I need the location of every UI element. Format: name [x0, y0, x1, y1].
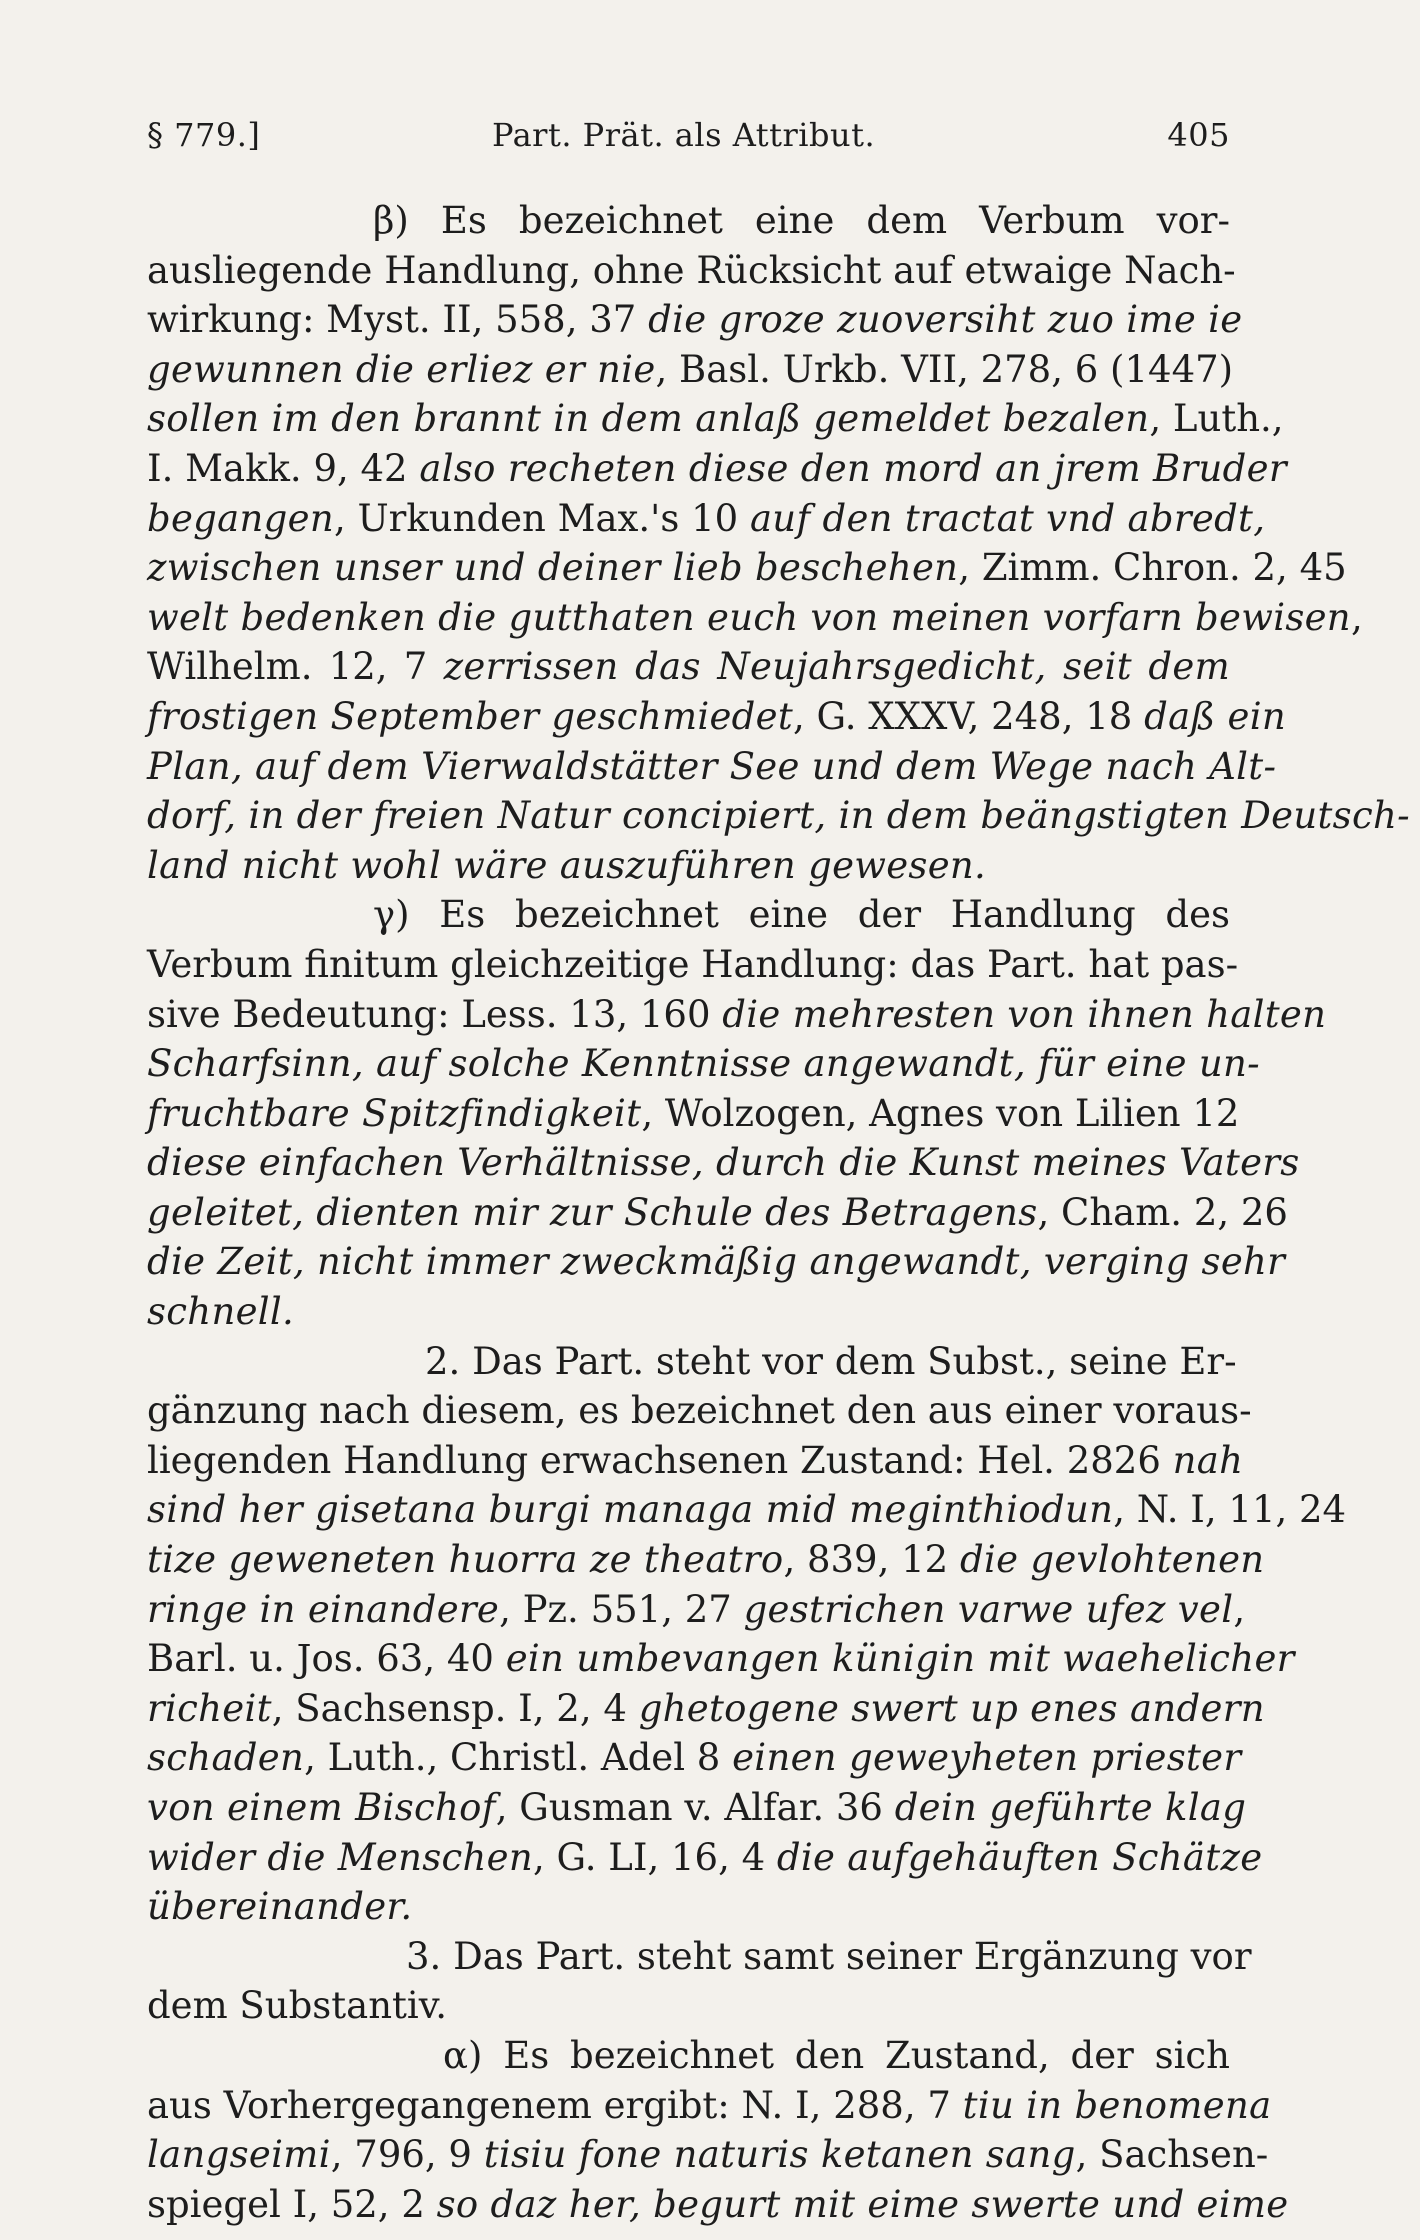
text-line: land nicht wohl wäre auszuführen gewesen.: [147, 843, 987, 887]
text-line: die Zeit, nicht immer zweckmäßig angewandt, verging sehr: [147, 1240, 1286, 1284]
text-line: von einem Bischof, Gusman v. Alfar. 36 dein geführte klag: [147, 1786, 1247, 1829]
text-line: sollen im den brannt in dem anlaß gemeldet bezalen, Luth.,: [147, 397, 1284, 441]
text-line: welt bedenken die gutthaten euch von meinen vorfarn bewisen,: [147, 595, 1363, 639]
text-line: 2. Das Part. steht vor dem Subst., seine Er-: [425, 1339, 1237, 1383]
text-line: gewunnen die erliez er nie, Basl. Urkb. VII, 278, 6 (1447): [147, 347, 1234, 391]
text-line: gänzung nach diesem, es bezeichnet den aus einer voraus-: [147, 1389, 1252, 1433]
text-line: aus Vorhergegangenem ergibt: N. I, 288, 7 tiu in benomena: [147, 2083, 1272, 2127]
text-line: richeit, Sachsensp. I, 2, 4 ghetogene swert up enes andern: [147, 1686, 1265, 1730]
text-line: ausliegende Handlung, ohne Rücksicht auf etwaige Nach-: [147, 248, 1236, 292]
text-line: spiegel I, 52, 2 so daz her, begurt mit eime swerte und eime: [147, 2182, 1289, 2226]
body-text: [147, 196, 1410, 2229]
text-line: Barl. u. Jos. 63, 40 ein umbevangen künigin mit waehelicher: [147, 1637, 1295, 1681]
section-number: § 779.]: [147, 116, 261, 154]
text-line: diese einfachen Verhältnisse, durch die Kunst meines Vaters: [147, 1141, 1300, 1185]
text-line: Scharfsinn, auf solche Kenntnisse angewandt, für eine un-: [147, 1042, 1260, 1086]
text-line: Plan, auf dem Vierwaldstätter See und dem Wege nach Alt-: [147, 744, 1277, 788]
text-line: fruchtbare Spitzfindigkeit, Wolzogen, Agnes von Lilien 12: [147, 1091, 1240, 1135]
text-line: übereinander.: [147, 1885, 413, 1929]
text-line: begangen, Urkunden Max.'s 10 auf den tractat vnd abredt,: [147, 496, 1266, 540]
text-line: frostigen September geschmiedet, G. XXXV, 248, 18 daß ein: [147, 694, 1286, 738]
text-line: I. Makk. 9, 42 also recheten diese den mord an jrem Bruder: [147, 446, 1287, 490]
text-line: ringe in einandere, Pz. 551, 27 gestrichen varwe ufez vel,: [147, 1587, 1246, 1631]
text-line: langseimi, 796, 9 tisiu fone naturis ketanen sang, Sachsen-: [147, 2133, 1269, 2177]
text-line: dorf, in der freien Natur concipiert, in dem beängstigten Deutsch-: [147, 794, 1410, 838]
page-number: 405: [1167, 116, 1230, 154]
text-line: tize geweneten huorra ze theatro, 839, 12 die gevlohtenen: [147, 1538, 1265, 1582]
text-line: schnell.: [147, 1290, 295, 1334]
text-line: sind her gisetana burgi managa mid meginthiodun, N. I, 11, 24: [147, 1488, 1347, 1532]
text-line: Wilhelm. 12, 7 zerrissen das Neujahrsgedicht, seit dem: [147, 645, 1230, 689]
running-header: [147, 116, 1230, 166]
text-line: β) Es bezeichnet eine dem Verbum vor-: [373, 199, 1230, 242]
text-line: wirkung: Myst. II, 558, 37 die groze zuoversiht zuo ime ie: [147, 298, 1243, 342]
text-line: γ) Es bezeichnet eine der Handlung des: [373, 893, 1230, 937]
text-line: Verbum finitum gleichzeitige Handlung: das Part. hat pas-: [147, 942, 1239, 986]
text-line: wider die Menschen, G. LI, 16, 4 die aufgehäuften Schätze: [147, 1835, 1263, 1879]
text-line: zwischen unser und deiner lieb beschehen, Zimm. Chron. 2, 45: [147, 546, 1347, 590]
text-line: schaden, Luth., Christl. Adel 8 einen geweyheten priester: [147, 1736, 1242, 1780]
text-line: sive Bedeutung: Less. 13, 160 die mehresten von ihnen halten: [147, 992, 1327, 1036]
text-line: 3. Das Part. steht samt seiner Ergänzung vor: [406, 1934, 1252, 1978]
text-line: geleitet, dienten mir zur Schule des Betragens, Cham. 2, 26: [147, 1190, 1288, 1234]
running-title: Part. Prät. als Attribut.: [492, 116, 876, 154]
text-line: liegenden Handlung erwachsenen Zustand: Hel. 2826 nah: [147, 1438, 1244, 1482]
text-line: α) Es bezeichnet den Zustand, der sich: [443, 2033, 1230, 2077]
text-line: dem Substantiv.: [147, 1984, 448, 2028]
